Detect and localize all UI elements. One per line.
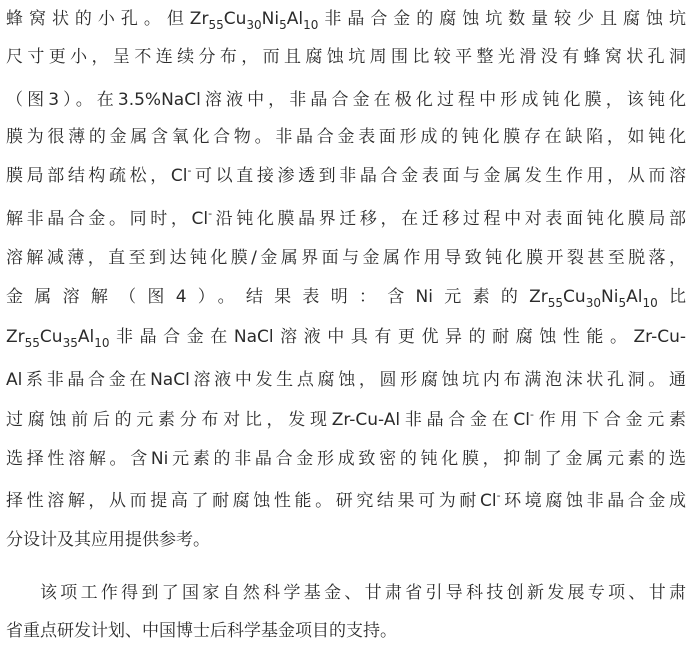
paragraph-line: 选择性溶解。含Ni元素的非晶合金形成致密的钝化膜，抑制了金属元素的选 [6, 449, 686, 469]
paragraph-line: 蜂窝状的小孔。但$Zr_{55}Cu_{30}Ni_5Al_{10}$非晶合金的腐蚀坑数量较少且腐蚀坑 [6, 9, 686, 32]
paragraph-line: 解非晶合金。同时，Cl-沿钝化膜晶界迁移，在迁移过程中对表面钝化膜局部 [6, 207, 686, 229]
paragraph-line: 金属溶解（图4）。结果表明：含Ni元素的$Zr_{55}Cu_{30}Ni_5Al_{10}$比 [6, 287, 686, 310]
paragraph-line: 省重点研发计划、中国博士后科学基金项目的支持。 [6, 621, 397, 641]
paragraph-line: 膜局部结构疏松，Cl-可以直接渗透到非晶合金表面与金属发生作用，从而溶 [6, 164, 686, 186]
paragraph-line: 过腐蚀前后的元素分布对比，发现Zr-Cu-Al非晶合金在Cl-作用下合金元素 [6, 408, 686, 430]
paragraph-line: 尺寸更小，呈不连续分布，而且腐蚀坑周围比较平整光滑没有蜂窝状孔洞 [6, 47, 686, 67]
paragraph-line: （图3）。在3.5%NaCl溶液中，非晶合金在极化过程中形成钝化膜，该钝化 [6, 90, 686, 110]
paragraph-line: 溶解减薄，直至到达钝化膜/金属界面与金属作用导致钝化膜开裂甚至脱落， [6, 248, 686, 268]
paragraph-line: $Zr_{55}Cu_{35}Al_{10}$非晶合金在NaCl溶液中具有更优异的耐腐蚀性能。Zr-Cu- [6, 327, 686, 350]
paragraph-line: 择性溶解，从而提高了耐腐蚀性能。研究结果可为耐Cl-环境腐蚀非晶合金成 [6, 489, 686, 511]
paragraph-line: 分设计及其应用提供参考。 [6, 530, 210, 550]
paragraph-line: 膜为很薄的金属含氧化合物。非晶合金表面形成的钝化膜存在缺陷，如钝化 [6, 127, 686, 147]
paragraph-line: Al系非晶合金在NaCl溶液中发生点腐蚀，圆形腐蚀坑内布满泡沫状孔洞。通 [6, 370, 686, 390]
paragraph-line: 该项工作得到了国家自然科学基金、甘肃省引导科技创新发展专项、甘肃 [40, 583, 686, 603]
